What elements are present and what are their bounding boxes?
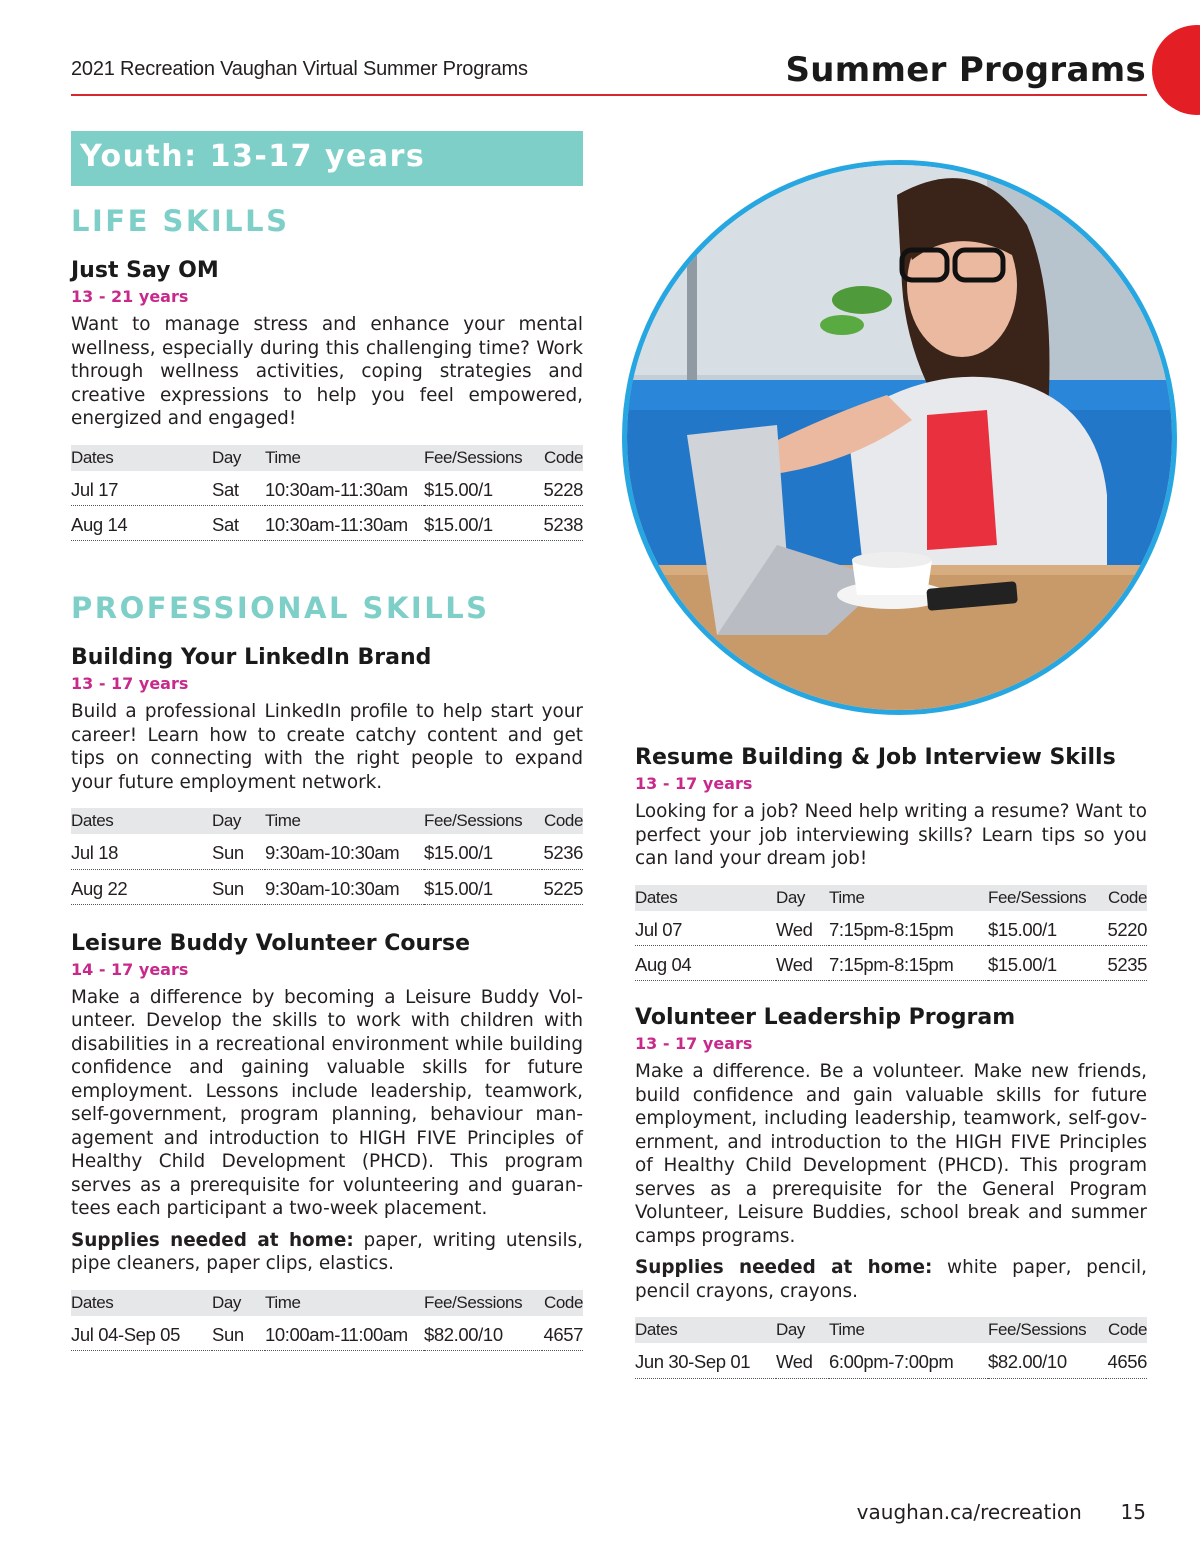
program-description: Build a professional LinkedIn profile to help start your career! Learn how to create catchy content and get tips on connecting with the right people to expand your future employment network. — [71, 701, 583, 793]
cell-time: 10:30am-11:30am — [265, 506, 424, 541]
cell-code: 5220 — [1106, 911, 1147, 946]
table-row — [71, 834, 583, 869]
cell-dates: Aug 22 — [71, 869, 212, 904]
cell-day: Sun — [212, 834, 265, 869]
col-header-dates: Dates — [635, 887, 678, 907]
table-header-row — [635, 1317, 1147, 1343]
col-header-time: Time — [829, 1320, 865, 1339]
cell-dates: Aug 14 — [71, 506, 212, 541]
cell-time: 7:15pm-8:15pm — [829, 946, 988, 981]
table-row — [635, 911, 1147, 946]
col-header-day: Day — [776, 1320, 806, 1339]
cell-code: 5228 — [542, 471, 583, 506]
table-header-row — [635, 885, 1147, 911]
table-row — [71, 506, 583, 541]
cell-time: 9:30am-10:30am — [265, 834, 424, 869]
col-header-fee: Fee/Sessions — [988, 1320, 1087, 1339]
col-header-day: Day — [776, 887, 806, 907]
program-title: Just Say OM — [71, 258, 219, 283]
program-title: Volunteer Leadership Program — [635, 1005, 1016, 1030]
table-row — [635, 1343, 1147, 1378]
cell-time: 6:00pm-7:00pm — [829, 1343, 988, 1378]
col-header-dates: Dates — [635, 1320, 678, 1339]
cell-code: 4656 — [1106, 1343, 1147, 1378]
col-header-fee: Fee/Sessions — [424, 811, 523, 830]
program-age: 14 - 17 years — [71, 959, 189, 979]
cell-day: Sat — [212, 506, 265, 541]
age-group-banner: Youth: 13-17 years — [71, 131, 583, 186]
cell-day: Wed — [776, 1343, 829, 1378]
header-rule — [71, 94, 1147, 96]
schedule-table — [635, 1317, 1147, 1379]
cell-day: Wed — [776, 946, 829, 981]
program-linkedin-brand — [71, 645, 583, 905]
program-title: Leisure Buddy Volunteer Course — [71, 930, 471, 956]
cell-fee: $15.00/1 — [424, 869, 542, 904]
supplies-label: Supplies needed at home: — [635, 1257, 933, 1278]
col-header-fee: Fee/Sessions — [988, 887, 1087, 907]
cell-day: Sat — [212, 471, 265, 506]
cell-day: Wed — [776, 911, 829, 946]
program-description: Make a difference. Be a volunteer. Make new friends, build confidence and gain valuable skills for future employment, including leadership, teamwork, self-government, and introduction to the HIGH FIVE Principles of Healthy Child Development (PHCD). This program serves as a prerequisite for the General Program Volunteer, Leisure Buddies, school break and summer camps programs. — [635, 1061, 1147, 1247]
program-leisure-buddy — [71, 931, 583, 1352]
cell-fee: $82.00/10 — [988, 1343, 1106, 1378]
supplies-list: paper, writing utensils, pipe cleaners, paper clips, elastics. — [71, 1229, 583, 1274]
section-title-life-skills: LIFE SKILLS — [71, 204, 290, 238]
cell-dates: Jul 17 — [71, 471, 212, 506]
col-header-day: Day — [212, 811, 242, 830]
right-column — [635, 745, 1147, 1379]
program-age: 13 - 17 years — [635, 1034, 753, 1053]
photo-illustration — [627, 165, 1172, 710]
program-age: 13 - 17 years — [635, 774, 753, 793]
program-volunteer-leadership — [635, 1005, 1147, 1379]
table-header-row — [71, 1290, 583, 1316]
cell-time: 10:30am-11:30am — [265, 471, 424, 506]
cell-day: Sun — [212, 869, 265, 904]
schedule-table — [71, 808, 583, 905]
cell-dates: Aug 04 — [635, 946, 776, 981]
supplies-list: white paper, pencil, pencil crayons, crayons. — [635, 1257, 1147, 1302]
program-resume-building — [635, 745, 1147, 981]
cell-fee: $15.00/1 — [988, 911, 1106, 946]
program-age: 13 - 17 years — [71, 674, 189, 693]
cell-fee: $15.00/1 — [424, 506, 542, 541]
supplies-note — [635, 1256, 1147, 1303]
cell-code: 5236 — [542, 834, 583, 869]
program-title: Building Your LinkedIn Brand — [71, 645, 432, 670]
cell-fee: $15.00/1 — [424, 834, 542, 869]
table-row — [71, 869, 583, 904]
schedule-table — [71, 1290, 583, 1352]
cell-time: 7:15pm-8:15pm — [829, 911, 988, 946]
col-header-fee: Fee/Sessions — [424, 1292, 523, 1312]
program-age: 13 - 21 years — [71, 287, 189, 306]
table-row — [71, 1316, 583, 1351]
cell-code: 4657 — [542, 1316, 583, 1351]
col-header-code: Code — [543, 447, 583, 467]
cell-time: 10:00am-11:00am — [265, 1316, 424, 1351]
cell-code: 5235 — [1106, 946, 1147, 981]
schedule-table — [71, 445, 583, 542]
col-header-day: Day — [212, 447, 242, 467]
col-header-time: Time — [265, 447, 301, 467]
col-header-dates: Dates — [71, 447, 114, 467]
supplies-note — [71, 1229, 583, 1276]
col-header-fee: Fee/Sessions — [424, 447, 523, 467]
col-header-time: Time — [265, 811, 301, 830]
program-title: Resume Building & Job Interview Skills — [635, 745, 1116, 770]
cell-dates: Jul 04-Sep 05 — [71, 1316, 212, 1351]
program-just-say-om — [71, 258, 583, 541]
col-header-time: Time — [265, 1292, 301, 1312]
table-row — [71, 471, 583, 506]
section-tab-dot — [1152, 25, 1200, 115]
col-header-day: Day — [212, 1292, 242, 1312]
cell-fee: $15.00/1 — [424, 471, 542, 506]
cell-dates: Jul 18 — [71, 834, 212, 869]
col-header-time: Time — [829, 887, 865, 907]
table-header-row — [71, 445, 583, 471]
page-footer — [857, 1500, 1146, 1524]
schedule-table — [635, 885, 1147, 982]
supplies-label: Supplies needed at home: — [71, 1229, 354, 1251]
woman-laptop-photo — [622, 160, 1177, 715]
cell-dates: Jun 30-Sep 01 — [635, 1343, 776, 1378]
col-header-code: Code — [543, 811, 583, 830]
cell-code: 5225 — [542, 869, 583, 904]
cell-time: 9:30am-10:30am — [265, 869, 424, 904]
page-number: 15 — [1120, 1500, 1146, 1524]
program-description: Want to manage stress and enhance your mental wellness, especially during this challenging time? Work through wellness activities, coping strategies and creative expressions to help you feel empowered, energized and engaged! — [71, 314, 583, 429]
page-section-title: Summer Programs — [785, 50, 1146, 90]
cell-dates: Jul 07 — [635, 911, 776, 946]
footer-url[interactable]: vaughan.ca/recreation — [856, 1500, 1082, 1524]
table-row — [635, 946, 1147, 981]
left-column — [71, 131, 583, 1351]
cell-code: 5238 — [542, 506, 583, 541]
publication-title: 2021 Recreation Vaughan Virtual Summer Programs — [71, 58, 528, 80]
program-description: Looking for a job? Need help writing a resume? Want to perfect your job interviewing skills? Learn tips so you can land your dream job! — [635, 801, 1147, 869]
col-header-code: Code — [543, 1292, 583, 1312]
program-description: Make a difference by becoming a Leisure Buddy Volunteer. Develop the skills to work with children with disabilities in a recreational environment while building confidence and gaining valuable skills for future employment. Lessons include leadership, teamwork, self-government, program planning, behaviour management and introduction to HIGH FIVE Principles of Healthy Child Development (PHCD). This program serves as a prerequisite for volunteering and guarantees each participant a two-week placement. — [71, 986, 583, 1219]
col-header-code: Code — [1107, 1320, 1147, 1339]
cell-fee: $15.00/1 — [988, 946, 1106, 981]
col-header-dates: Dates — [71, 1292, 114, 1312]
section-title-professional-skills: PROFESSIONAL SKILLS — [71, 591, 490, 625]
cell-fee: $82.00/10 — [424, 1316, 542, 1351]
col-header-code: Code — [1107, 887, 1147, 907]
table-header-row — [71, 808, 583, 834]
cell-day: Sun — [212, 1316, 265, 1351]
col-header-dates: Dates — [71, 811, 114, 830]
